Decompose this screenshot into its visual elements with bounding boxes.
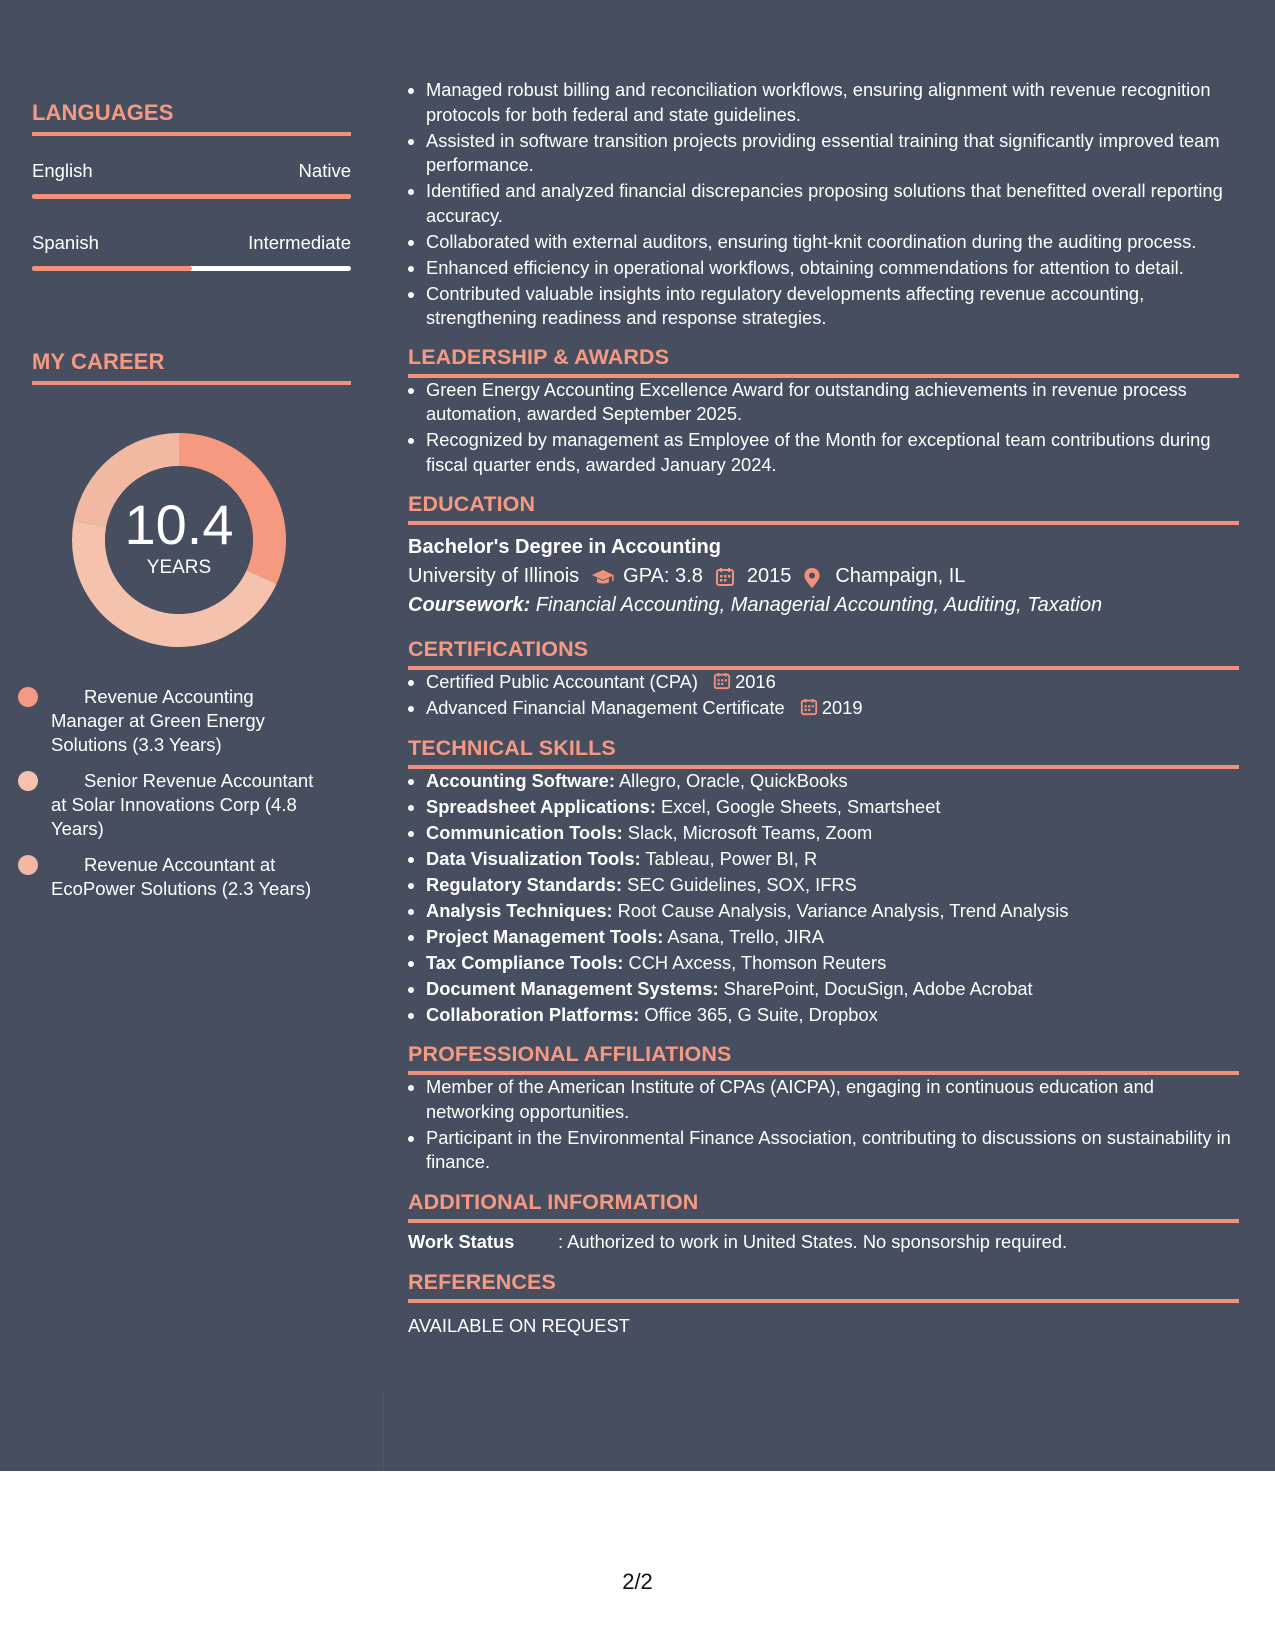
- experience-bullet: • Enhanced efficiency in operational workflows, obtaining commendations for attention to detail.: [426, 256, 1239, 281]
- education-coursework: [408, 594, 1239, 617]
- skills-title: TECHNICAL SKILLS: [408, 736, 1239, 769]
- leadership-title: LEADERSHIP & AWARDS: [408, 345, 1239, 378]
- language-level-bar: [32, 266, 351, 271]
- work-status-row: [408, 1231, 1239, 1253]
- languages-title: LANGUAGES: [32, 100, 351, 136]
- legend-dot-icon: [18, 771, 38, 791]
- experience-bullet: • Managed robust billing and reconciliation workflows, ensuring alignment with revenue recognition protocols for both federal and state guidelines.: [426, 78, 1239, 127]
- additional-title: ADDITIONAL INFORMATION: [408, 1190, 1239, 1223]
- education-year: 2015: [746, 565, 792, 587]
- affiliations-title: PROFESSIONAL AFFILIATIONS: [408, 1042, 1239, 1075]
- education-section: [408, 492, 1239, 617]
- language-level: Native: [298, 160, 351, 181]
- award-item: • Green Energy Accounting Excellence Award for outstanding achievements in revenue process automation, awarded September 2025.: [426, 378, 1239, 427]
- work-status-label: Work Status: [408, 1230, 515, 1252]
- career-total-years: 10.4: [124, 493, 234, 556]
- references-title: REFERENCES: [408, 1270, 1239, 1303]
- skill-item: • Communication Tools: Slack, Microsoft Teams, Zoom: [426, 821, 1239, 846]
- skill-item: • Accounting Software: Allegro, Oracle, QuickBooks: [426, 769, 1239, 794]
- language-level-fill: [32, 266, 192, 271]
- career-donut-chart: [64, 425, 294, 655]
- references-text: AVAILABLE ON REQUEST: [408, 1314, 630, 1336]
- education-degree: Bachelor's Degree in Accounting: [408, 536, 721, 558]
- experience-bullet: • Assisted in software transition projects providing essential training that significantly improved team performance.: [426, 129, 1239, 178]
- calendar-icon: [800, 698, 818, 716]
- skill-item: • Collaboration Platforms: Office 365, G Suite, Dropbox: [426, 1003, 1239, 1028]
- career-section: [32, 349, 351, 901]
- career-legend: [51, 685, 321, 901]
- career-title: MY CAREER: [32, 349, 351, 385]
- career-legend-item: Senior Revenue Accountant at Solar Innovations Corp (4.8 Years): [51, 769, 321, 841]
- experience-bullet: • Identified and analyzed financial discrepancies proposing solutions that benefitted overall reporting accuracy.: [426, 179, 1239, 228]
- language-name: English: [32, 160, 93, 181]
- leadership-section: [408, 345, 1239, 478]
- legend-dot-icon: [18, 855, 38, 875]
- page-number: 2/2: [622, 1569, 653, 1594]
- references-section: [408, 1270, 1239, 1337]
- certification-item: • Advanced Financial Management Certificate 2019: [426, 696, 1239, 721]
- experience-bullet: • Contributed valuable insights into regulatory developments affecting revenue accounting, strengthening readiness and response strategies.: [426, 282, 1239, 331]
- skill-item: • Spreadsheet Applications: Excel, Google Sheets, Smartsheet: [426, 795, 1239, 820]
- skill-item: • Document Management Systems: SharePoint, DocuSign, Adobe Acrobat: [426, 977, 1239, 1002]
- language-level-fill: [32, 194, 351, 199]
- affiliation-item: • Participant in the Environmental Finance Association, contributing to discussions on sustainability in finance.: [426, 1126, 1239, 1175]
- affiliation-item: • Member of the American Institute of CPAs (AICPA), engaging in continuous education and networking opportunities.: [426, 1075, 1239, 1124]
- language-level-bar: [32, 194, 351, 199]
- career-legend-item: Revenue Accountant at EcoPower Solutions (2.3 Years): [51, 853, 321, 901]
- coursework-label: Coursework:: [408, 594, 531, 616]
- career-legend-item: Revenue Accounting Manager at Green Energy Solutions (3.3 Years): [51, 685, 321, 757]
- education-location: Champaign, IL: [835, 565, 966, 587]
- graduation-cap-icon: [591, 567, 613, 587]
- language-level: Intermediate: [248, 232, 351, 253]
- language-item: [32, 232, 351, 271]
- coursework-value: Financial Accounting, Managerial Accounting, Auditing, Taxation: [530, 594, 1103, 616]
- skill-item: • Project Management Tools: Asana, Trello, JIRA: [426, 925, 1239, 950]
- left-column: [32, 100, 351, 913]
- experience-bullets: [408, 78, 1239, 331]
- skill-item: • Data Visualization Tools: Tableau, Power BI, R: [426, 847, 1239, 872]
- certifications-section: [408, 637, 1239, 721]
- skill-item: • Analysis Techniques: Root Cause Analysis, Variance Analysis, Trend Analysis: [426, 899, 1239, 924]
- location-pin-icon: [803, 567, 825, 587]
- additional-section: [408, 1190, 1239, 1253]
- language-item: [32, 160, 351, 199]
- legend-dot-icon: [18, 687, 38, 707]
- calendar-icon: [713, 672, 731, 690]
- right-column: [408, 78, 1239, 1337]
- certifications-title: CERTIFICATIONS: [408, 637, 1239, 670]
- affiliations-section: [408, 1042, 1239, 1175]
- calendar-icon: [715, 567, 737, 587]
- education-title: EDUCATION: [408, 492, 1239, 525]
- skills-section: [408, 736, 1239, 1028]
- award-item: • Recognized by management as Employee of the Month for exceptional team contributions during fiscal quarter ends, awarded January 2024.: [426, 428, 1239, 477]
- career-total-unit: YEARS: [146, 557, 212, 578]
- education-school: University of Illinois: [408, 565, 580, 587]
- skill-item: • Tax Compliance Tools: CCH Axcess, Thomson Reuters: [426, 951, 1239, 976]
- column-divider: [383, 1390, 384, 1470]
- education-gpa: GPA: 3.8: [623, 565, 703, 587]
- language-name: Spanish: [32, 232, 99, 253]
- skill-item: • Regulatory Standards: SEC Guidelines, SOX, IFRS: [426, 873, 1239, 898]
- work-status-value: : Authorized to work in United States. No sponsorship required.: [558, 1230, 1068, 1252]
- experience-bullet: • Collaborated with external auditors, ensuring tight-knit coordination during the auditing process.: [426, 230, 1239, 255]
- certification-item: • Certified Public Accountant (CPA) 2016: [426, 670, 1239, 695]
